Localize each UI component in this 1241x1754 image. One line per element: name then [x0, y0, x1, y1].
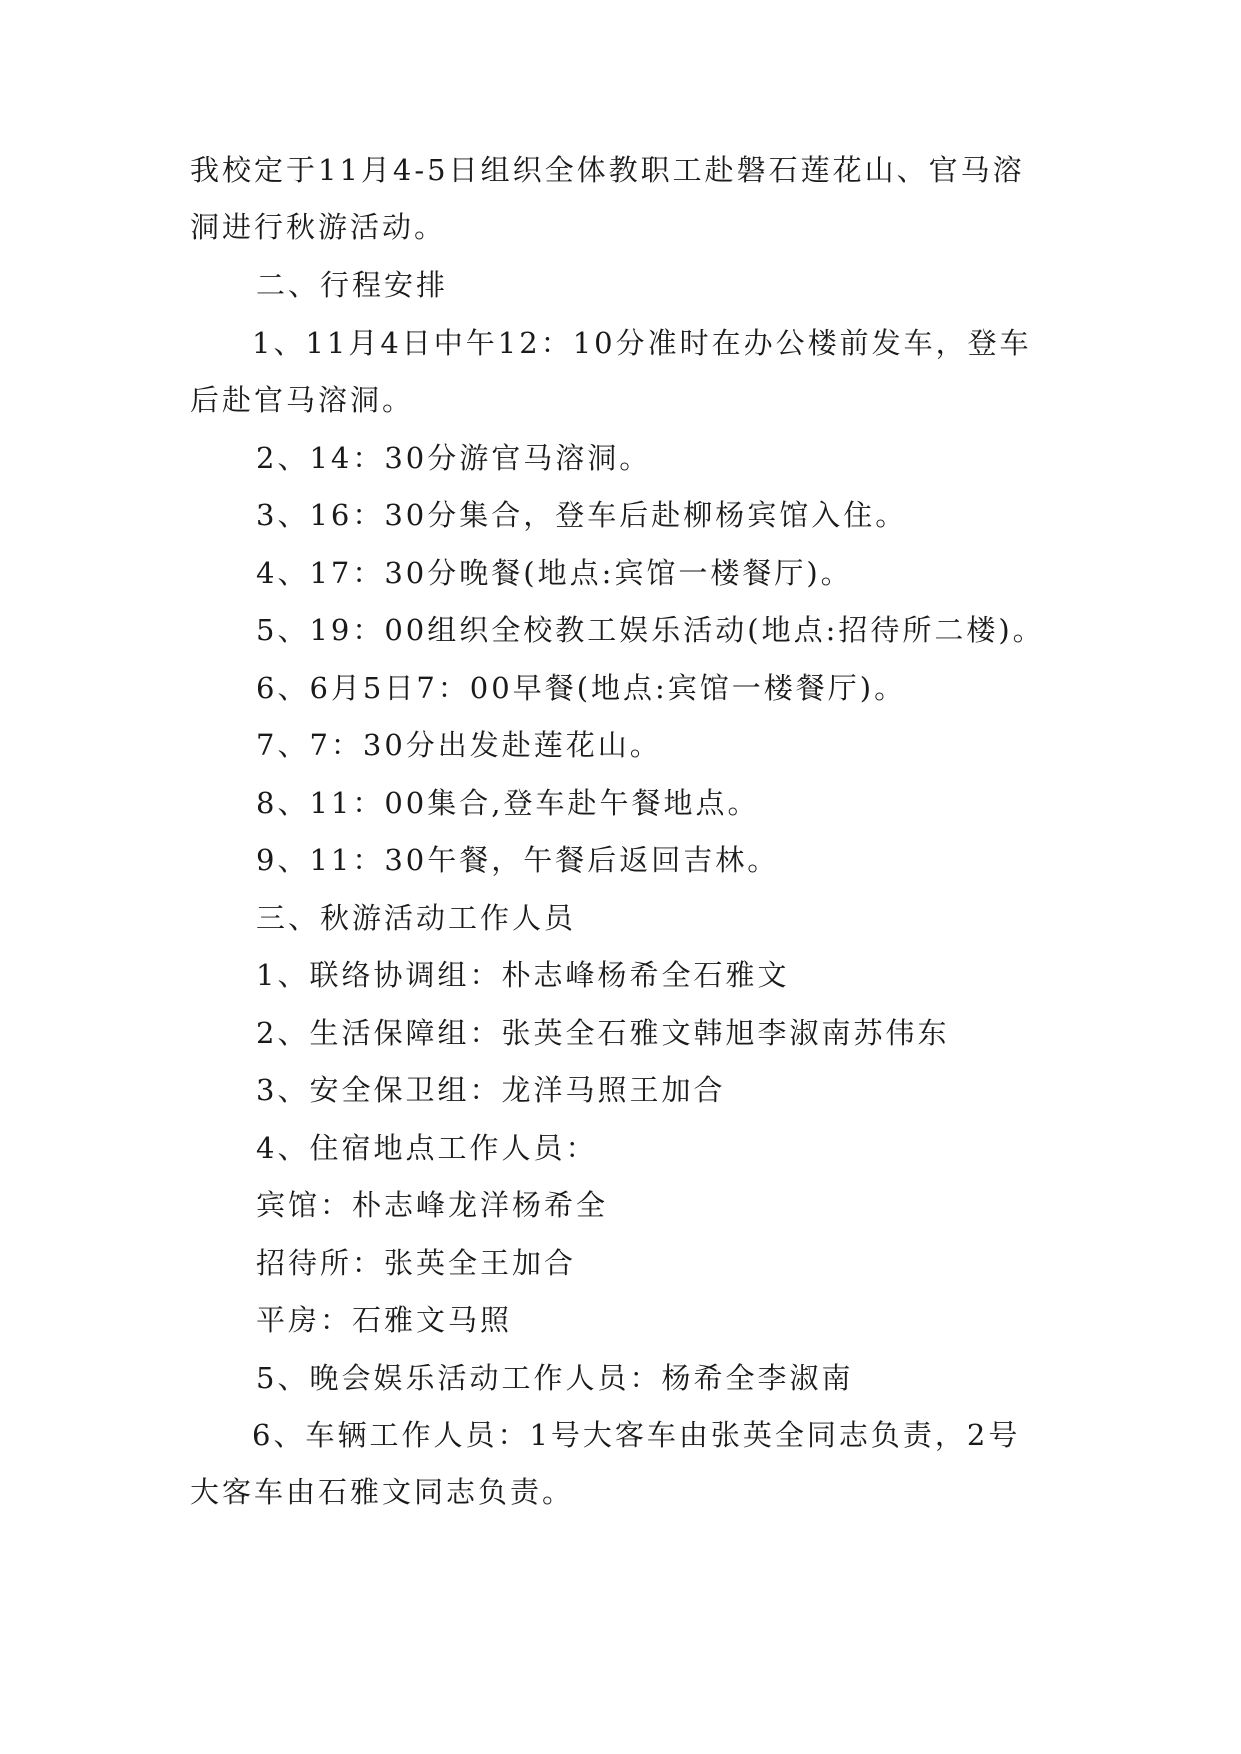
- staff-item-6: 6、车辆工作人员：1号大客车由张英全同志负责，2号大客车由石雅文同志负责。: [190, 1418, 1021, 1509]
- schedule-item-9: 9、11：30午餐，午餐后返回吉林。: [256, 843, 780, 877]
- schedule-item-3: 3、16：30分集合，登车后赴柳杨宾馆入住。: [256, 498, 908, 532]
- schedule-item-6: 6、6月5日7：00早餐(地点:宾馆一楼餐厅)。: [256, 671, 907, 705]
- staff-item-4-bungalow: 平房：石雅文马照: [256, 1303, 513, 1337]
- schedule-item-1: 1、11月4日中午12：10分准时在办公楼前发车，登车后赴官马溶洞。: [190, 326, 1032, 417]
- staff-item-3: 3、安全保卫组：龙洋马照王加合: [256, 1073, 726, 1107]
- section-heading-itinerary: 二、行程安排: [256, 268, 449, 302]
- staff-item-5: 5、晚会娱乐活动工作人员：杨希全李淑南: [256, 1361, 854, 1395]
- intro-paragraph: 我校定于11月4-5日组织全体教职工赴磐石莲花山、官马溶洞进行秋游活动。: [190, 153, 1025, 244]
- schedule-item-4: 4、17：30分晚餐(地点:宾馆一楼餐厅)。: [256, 556, 853, 590]
- staff-item-4-hotel: 宾馆：朴志峰龙洋杨希全: [256, 1188, 609, 1222]
- schedule-item-5: 5、19：00组织全校教工娱乐活动(地点:招待所二楼)。: [256, 613, 1045, 647]
- staff-item-4: 4、住宿地点工作人员：: [256, 1131, 598, 1165]
- schedule-item-7: 7、7：30分出发赴莲花山。: [256, 728, 662, 762]
- staff-item-1: 1、联络协调组：朴志峰杨希全石雅文: [256, 958, 790, 992]
- section-heading-staff: 三、秋游活动工作人员: [256, 901, 577, 935]
- schedule-item-8: 8、11：00集合,登车赴午餐地点。: [256, 786, 760, 820]
- staff-item-2: 2、生活保障组：张英全石雅文韩旭李淑南苏伟东: [256, 1016, 950, 1050]
- schedule-item-2: 2、14：30分游官马溶洞。: [256, 441, 652, 475]
- staff-item-4-guesthouse: 招待所：张英全王加合: [256, 1246, 577, 1280]
